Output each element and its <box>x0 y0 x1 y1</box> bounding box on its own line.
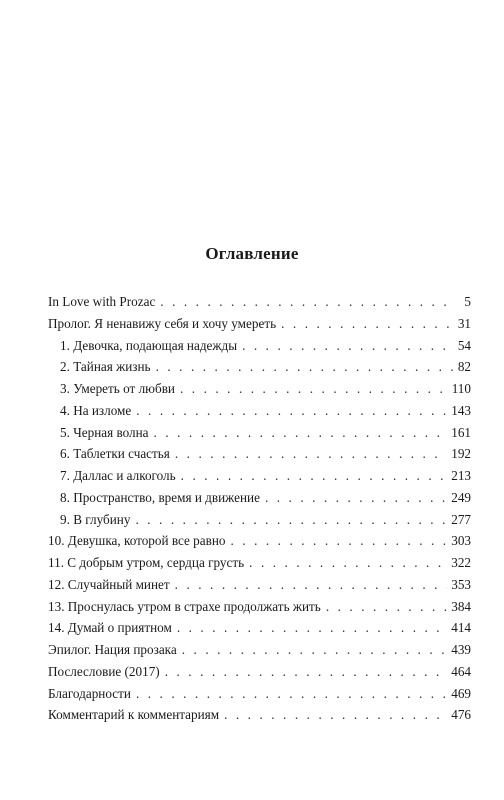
toc-entry-title: 13. Проснулась утром в страхе продолжать жить <box>48 598 321 614</box>
dot-leader <box>231 530 448 552</box>
toc-entry[interactable] <box>48 313 471 335</box>
dot-leader <box>281 313 453 335</box>
toc-entry-title: 6. Таблетки счастья <box>60 446 170 462</box>
toc-entry-title: 3. Умереть от любви <box>60 381 175 396</box>
dot-leader <box>136 683 447 705</box>
toc-page-number: 110 <box>451 381 471 396</box>
toc-entry[interactable] <box>48 530 471 552</box>
dot-leader <box>249 552 447 574</box>
toc-page-number: 439 <box>451 642 471 657</box>
toc-entry[interactable] <box>48 552 471 574</box>
dot-leader <box>182 639 447 661</box>
dot-leader <box>242 335 453 357</box>
toc-page-number: 161 <box>451 424 471 440</box>
toc-entry-title: 4. На изломе <box>60 402 132 418</box>
toc-entry[interactable] <box>48 291 471 313</box>
dot-leader <box>136 400 447 422</box>
toc-entry[interactable] <box>48 443 471 465</box>
dot-leader <box>135 509 447 531</box>
dot-leader <box>326 596 447 618</box>
toc-entry[interactable] <box>48 422 471 444</box>
dot-leader <box>156 356 453 378</box>
toc-entry-title: 8. Пространство, время и движение <box>60 489 260 505</box>
toc-entry-title: 12. Случайный минет <box>48 576 170 592</box>
toc-entry-title: 2. Тайная жизнь <box>60 359 151 375</box>
dot-leader <box>165 661 448 683</box>
toc-entry[interactable] <box>48 661 471 683</box>
table-of-contents <box>48 291 471 726</box>
toc-page-number: 54 <box>457 337 471 353</box>
dot-leader <box>154 422 448 444</box>
toc-entry[interactable] <box>48 704 471 726</box>
toc-entry-title: 14. Думай о приятном <box>48 620 172 636</box>
toc-entry[interactable] <box>48 639 471 661</box>
toc-entry-title: 9. В глубину <box>60 511 131 527</box>
dot-leader <box>265 487 447 509</box>
toc-page-number: 464 <box>451 663 471 679</box>
toc-page-number: 5 <box>464 294 471 309</box>
toc-entry-title: 7. Даллас и алкоголь <box>60 468 176 483</box>
toc-page-number: 303 <box>451 533 471 549</box>
toc-entry-title: 11. С добрым утром, сердца грусть <box>48 555 245 570</box>
toc-page-number: 384 <box>451 598 471 614</box>
dot-leader <box>180 378 448 400</box>
toc-page-number: 82 <box>457 359 471 375</box>
toc-entry[interactable] <box>48 378 471 400</box>
toc-entry[interactable] <box>48 400 471 422</box>
toc-page-number: 213 <box>451 468 471 483</box>
dot-leader <box>177 617 447 639</box>
toc-entry-title: Благодарности <box>48 685 131 701</box>
page-title: Оглавление <box>205 244 299 263</box>
toc-entry-title: Комментарий к комментариям <box>48 707 220 723</box>
toc-entry[interactable] <box>48 617 471 639</box>
dot-leader <box>175 443 447 465</box>
toc-page-number: 143 <box>451 402 471 418</box>
toc-entry-title: 1. Девочка, подающая надежды <box>60 337 238 353</box>
dot-leader <box>224 704 447 726</box>
dot-leader <box>160 291 453 313</box>
dot-leader <box>181 465 448 487</box>
toc-entry[interactable] <box>48 356 471 378</box>
toc-entry-title: Послесловие (2017) <box>48 663 160 679</box>
toc-entry[interactable] <box>48 509 471 531</box>
toc-entry-title: Эпилог. Нация прозака <box>48 642 177 657</box>
toc-entry[interactable] <box>48 335 471 357</box>
toc-page-number: 249 <box>451 489 471 505</box>
toc-entry[interactable] <box>48 683 471 705</box>
toc-page-number: 414 <box>451 620 471 636</box>
toc-entry-title: 5. Черная волна <box>60 424 149 440</box>
toc-entry-title: In Love with Prozac <box>48 294 156 309</box>
toc-page-number: 322 <box>451 555 471 570</box>
toc-page-number: 469 <box>451 685 471 701</box>
toc-entry-title: 10. Девушка, которой все равно <box>48 533 226 549</box>
toc-entry-title: Пролог. Я ненавижу себя и хочу умереть <box>48 315 277 331</box>
dot-leader <box>175 574 448 596</box>
toc-entry[interactable] <box>48 574 471 596</box>
toc-page-number: 192 <box>451 446 471 462</box>
toc-entry[interactable] <box>48 465 471 487</box>
toc-page-number: 31 <box>457 315 471 331</box>
toc-page-number: 353 <box>451 576 471 592</box>
toc-entry[interactable] <box>48 487 471 509</box>
toc-page-number: 476 <box>451 707 471 723</box>
toc-page-number: 277 <box>451 511 471 527</box>
toc-entry[interactable] <box>48 596 471 618</box>
